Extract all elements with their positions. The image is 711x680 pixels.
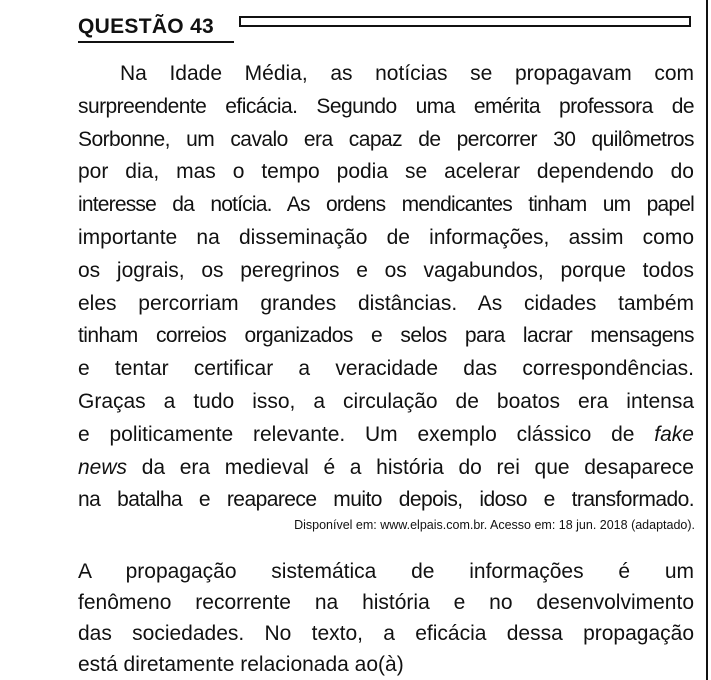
source-citation: Disponível em: www.elpais.com.br. Acesso em: 18 jun. 2018 (adaptado). (294, 518, 695, 532)
italic-term-news: news (78, 455, 128, 479)
passage-line: interesse da notícia. As ordens mendicantes tinham um papel (78, 193, 694, 217)
header-box-rule (239, 16, 691, 27)
question-number-underline (78, 41, 234, 43)
question-prompt (78, 556, 694, 680)
page-right-rule (706, 0, 708, 680)
question-line: das sociedades. No texto, a eficácia dessa propagação (78, 622, 694, 645)
passage-line: tinham correios organizados e selos para lacrar mensagens (78, 324, 694, 348)
question-line: fenômeno recorrente na história e no desenvolvimento (78, 591, 694, 614)
question-number: QUESTÃO 43 (78, 15, 215, 38)
passage-line: importante na disseminação de informações, assim como (78, 225, 694, 249)
passage-line: por dia, mas o tempo podia se acelerar dependendo do (78, 160, 694, 184)
italic-term-fake: fake (654, 422, 694, 446)
passage-line: Na Idade Média, as notícias se propagavam com (120, 62, 694, 85)
passage-text (78, 58, 694, 517)
passage-line: eles percorriam grandes distâncias. As cidades também (78, 291, 694, 315)
passage-line: na batalha e reaparece muito depois, idoso e transformado. (78, 488, 694, 512)
question-line: está diretamente relacionada ao(à) (78, 653, 404, 676)
passage-line: Sorbonne, um cavalo era capaz de percorrer 30 quilômetros (78, 127, 694, 151)
passage-line-text: da era medieval é a história do rei que desaparece (141, 455, 694, 479)
passage-line: os jograis, os peregrinos e os vagabundos, porque todos (78, 258, 694, 282)
passage-line: e tentar certificar a veracidade das correspondências. (78, 357, 694, 381)
question-line: A propagação sistemática de informações é um (78, 560, 694, 583)
passage-line-text: e politicamente relevante. Um exemplo clássico de (78, 422, 635, 446)
passage-line (78, 419, 694, 452)
passage-line: Graças a tudo isso, a circulação de boatos era intensa (78, 389, 694, 413)
question-header (78, 14, 696, 42)
passage-line: surpreendente eficácia. Segundo uma emérita professora de (78, 94, 694, 118)
passage-line (78, 452, 694, 485)
